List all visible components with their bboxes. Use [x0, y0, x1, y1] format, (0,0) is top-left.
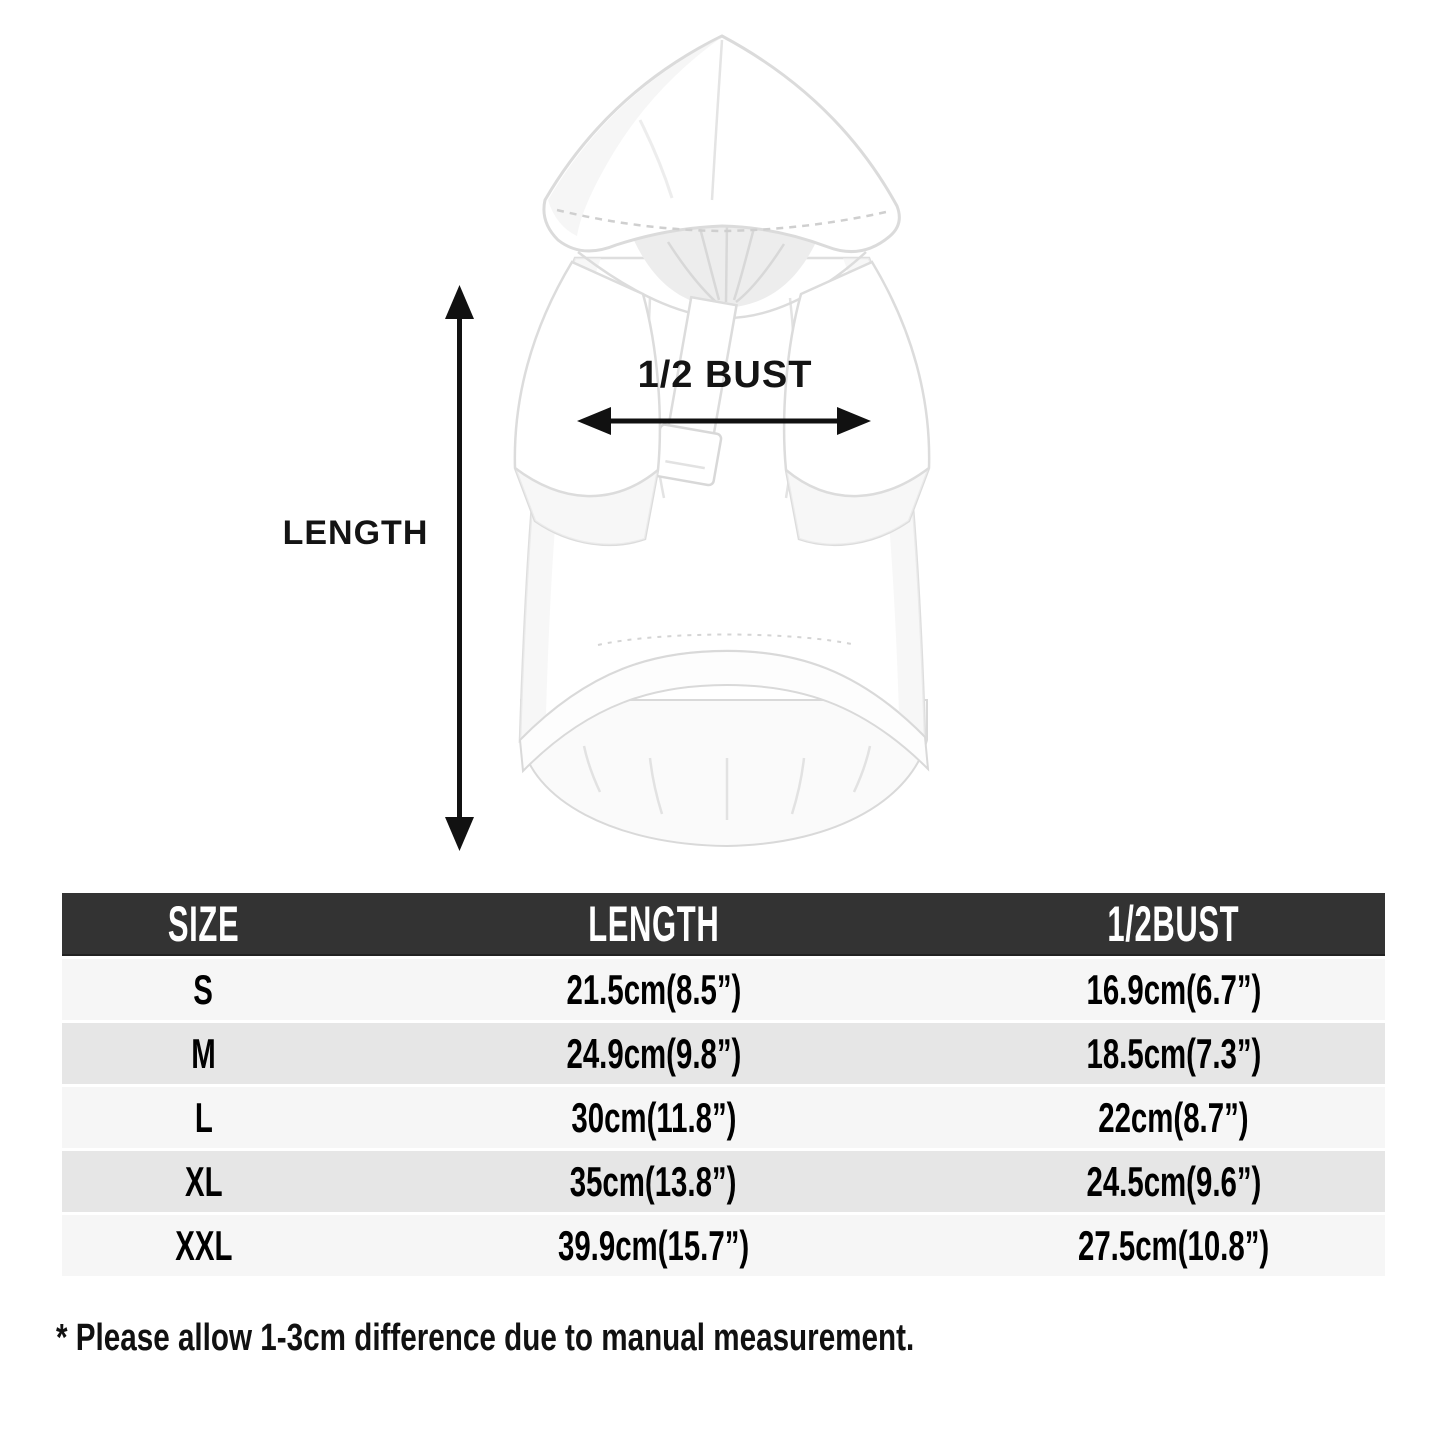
size-chart-header-row: [62, 893, 1385, 956]
col-header-size-label: SIZE: [167, 895, 240, 952]
size-cell: S: [62, 959, 345, 1020]
length-cell: 30cm(11.8”): [345, 1087, 962, 1148]
size-cell: XXL: [62, 1215, 345, 1276]
col-header-size: [62, 893, 345, 956]
length-cell: 39.9cm(15.7”): [345, 1215, 962, 1276]
size-row-xl: [62, 1151, 1385, 1212]
col-header-length: [345, 893, 962, 956]
measurement-disclaimer-text: * Please allow 1-3cm difference due to manual measurement.: [56, 1317, 915, 1359]
col-header-bust: [962, 893, 1385, 956]
dog-hoodie-graphic: [515, 36, 929, 846]
size-cell: M: [62, 1023, 345, 1084]
length-cell: 21.5cm(8.5”): [345, 959, 962, 1020]
size-chart-table: [62, 890, 1385, 1279]
bust-cell: 27.5cm(10.8”): [962, 1215, 1385, 1276]
length-cell: 35cm(13.8”): [345, 1151, 962, 1212]
hoodie-sleeve-left: [515, 262, 660, 545]
length-arrow-icon: [445, 285, 474, 851]
bust-cell: 24.5cm(9.6”): [962, 1151, 1385, 1212]
size-cell: XL: [62, 1151, 345, 1212]
length-label: LENGTH: [282, 514, 429, 552]
bust-cell: 22cm(8.7”): [962, 1087, 1385, 1148]
size-cell: L: [62, 1087, 345, 1148]
size-row-xxl: [62, 1215, 1385, 1276]
size-row-m: [62, 1023, 1385, 1084]
hoodie-hood: [544, 36, 899, 252]
size-row-l: [62, 1087, 1385, 1148]
hoodie-sleeve-right: [784, 262, 929, 545]
col-header-bust-label: 1/2BUST: [1107, 895, 1240, 952]
bust-label: 1/2 BUST: [637, 354, 813, 396]
length-cell: 24.9cm(9.8”): [345, 1023, 962, 1084]
col-header-length-label: LENGTH: [587, 895, 720, 952]
bust-cell: 16.9cm(6.7”): [962, 959, 1385, 1020]
measurement-disclaimer: [56, 1317, 1445, 1360]
bust-cell: 18.5cm(7.3”): [962, 1023, 1385, 1084]
size-row-s: [62, 959, 1385, 1020]
